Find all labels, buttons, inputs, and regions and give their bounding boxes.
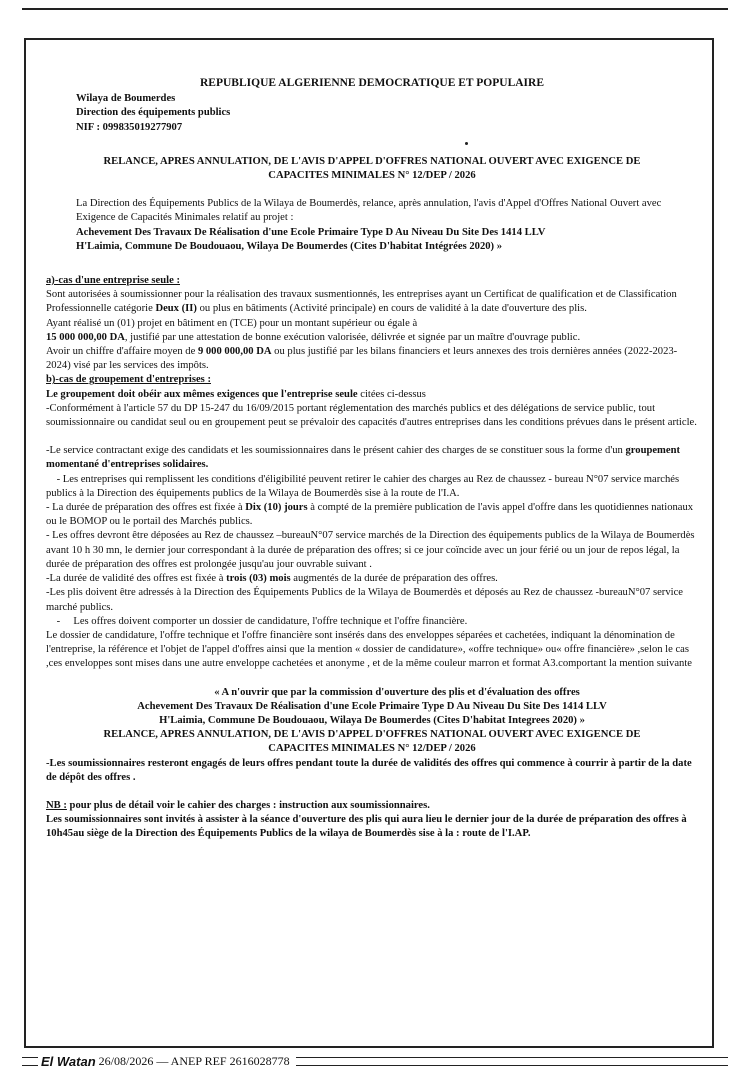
notice-title-line1: RELANCE, APRES ANNULATION, DE L'AVIS D'APPEL D'OFFRES NATIONAL OUVERT AVEC EXIGENCE DE [103, 155, 641, 167]
section-a-p3: 15 000 000,00 DA, justifié par une attestation de bonne exécution valorisée, délivrée et signée par un maître d'ouvrage public. [46, 331, 581, 343]
project-line1: Achevement Des Travaux De Réalisation d'une Ecole Primaire Type D Au Niveau Du Site Des 1414 LLV [76, 226, 546, 238]
condition-1: -Le service contractant exige des candidats et les soumissionnaires dans le présent cahier des charges de se constituer sous la forme d'un groupement momentané d'entreprises solidaires. [46, 445, 681, 471]
invite-text: Les soumissionnaires sont invités à assister à la séance d'ouverture des plis qui aura lieu le dernier jour de la durée de préparation des offres à 10h45au siège de la Direction des Équipements Publics de la wilaya de Boumerdès sise à la : route de l'I.AP. [46, 814, 687, 840]
section-b-p1: Le groupement doit obéir aux mêmes exigences que l'entreprise seule citées ci-dessus [46, 388, 426, 400]
footer-strip [22, 1052, 728, 1070]
nif-line: NIF : 099835019277907 [76, 121, 183, 133]
mention-project-line1: Achevement Des Travaux De Réalisation d'une Ecole Primaire Type D Au Niveau Du Site Des 1414 LLV [137, 700, 607, 712]
section-a-p4: Avoir un chiffre d'affaire moyen de 9 000 000,00 DA ou plus justifié par les bilans financiers et leurs annexes des trois dernières années (2022-2023-2024) visé par les services des impôts. [46, 346, 678, 372]
mention-project-line2: H'Laimia, Commune De Boudouaou, Wilaya De Boumerdes (Cites D'habitat Integrees 2020) » [159, 714, 585, 726]
project-line2: H'Laimia, Commune De Boudouaou, Wilaya De Boumerdes (Cites D'habitat Intégrées 2020) » [76, 240, 503, 252]
section-a-p1: Sont autorisées à soumissionner pour la réalisation des travaux susmentionnés, les entreprises ayant un Certificat de qualification et de Classification Professionnelle catégorie Deux (II) ou plus en bâtiments (Activité principale) en cours de validité à la date d'ouverture des plis. [46, 289, 677, 315]
condition-2: - Les entreprises qui remplissent les conditions d'éligibilité peuvent retirer le cahier des charges au Rez de chaussez - bureau N°07 service marchés publics à la Direction des équipements publics de la Wilaya de Boumerdès sise à la route de l'I.A. [46, 473, 682, 499]
condition-7: - Les offres doivent comporter un dossier de candidature, l'offre technique et l'offre financière. [46, 615, 468, 627]
nb-line: NB : pour plus de détail voir le cahier des charges : instruction aux soumissionnaires. [46, 799, 430, 811]
top-rule [22, 8, 728, 10]
newspaper-name: El Watan [41, 1053, 96, 1069]
section-a-heading: a)-cas d'une entreprise seule : [46, 275, 180, 287]
mention-line0: « A n'ouvrir que par la commission d'ouverture des plis et d'évaluation des offres [214, 686, 580, 698]
notice-content [46, 76, 698, 842]
condition-5: -La durée de validité des offres est fixée à trois (03) mois augmentés de la durée de préparation des offres. [46, 573, 498, 585]
wilaya-line: Wilaya de Boumerdes [76, 93, 176, 105]
section-b-heading: b)-cas de groupement d'entreprises : [46, 374, 211, 386]
section-b-p2: -Conformément à l'article 57 du DP 15-247 du 16/09/2015 portant réglementation des marchés publics et des délégations de service public, tout soumissionnaire ou candidat seul ou en groupement peut se prévaloir des capacités d'autres entreprises dans les conditions prévues dans le présent article. [46, 402, 697, 429]
footer-rule-left [22, 1057, 38, 1066]
condition-6: -Les plis doivent être adressés à la Direction des Équipements Publics de la Wilaya de Boumerdès et déposés au Rez de chaussez -bureauN°07 service marché publics. [46, 587, 683, 613]
notice-title-line2: CAPACITES MINIMALES N° 12/DEP / 2026 [268, 170, 476, 182]
intro-text: La Direction des Équipements Publics de la Wilaya de Boumerdès, relance, après annulation, l'avis d'Appel d'Offres National Ouvert avec Exigence de Capacités Minimales relatif au projet : [76, 198, 662, 224]
section-a-p2: Ayant réalisé un (01) projet en bâtiment en (TCE) pour un montant supérieur ou égale à [46, 317, 418, 329]
condition-4: - Les offres devront être déposées au Rez de chaussez –bureauN°07 service marchés de la Direction des équipements publics de la Wilaya de Boumerdès avant 10 h 30 mn, le dernier jour correspondant à la durée de préparation des offres; si ce jour coïncide avec un jour férié ou un jour de repos légal, la durée de préparation des offres est prolongée jusqu'au jour ouvrable suivant . [46, 530, 695, 570]
condition-3: - La durée de préparation des offres est fixée à Dix (10) jours à compté de la première publication de l'avis appel d'offre dans les quotidiennes nationaux ou le BOMOP ou le portail des Marchés publics. [46, 502, 694, 528]
direction-line: Direction des équipements publics [76, 107, 231, 119]
engagement-text: -Les soumissionnaires resteront engagés de leurs offres pendant toute la durée de validités des offres qui commence à courrir à partir de la date de dépôt des offres . [46, 757, 692, 783]
republic-heading: REPUBLIQUE ALGERIENNE DEMOCRATIQUE ET POPULAIRE [200, 77, 544, 89]
condition-8: Le dossier de candidature, l'offre technique et l'offre financière sont insérés dans des enveloppes séparées et cachetées, indiquant la dénomination de l'entreprise, la référence et l'objet de l'appel d'offres ainsi que la mention « dossier de candidature», «offre technique» ou« offre financière» ,selon le cas ,ces enveloppes sont mises dans une autre enveloppe cachetées et anonyme , et de la même couleur marron et format A3.comportant la mention suivante [46, 629, 692, 670]
mention-title-line1: RELANCE, APRES ANNULATION, DE L'AVIS D'APPEL D'OFFRES NATIONAL OUVERT AVEC EXIGENCE DE [103, 729, 641, 741]
mention-title-line2: CAPACITES MINIMALES N° 12/DEP / 2026 [268, 743, 476, 755]
anep-reference: 26/08/2026 — ANEP REF 2616028778 [98, 1053, 290, 1068]
footer-rule-right [296, 1057, 728, 1066]
